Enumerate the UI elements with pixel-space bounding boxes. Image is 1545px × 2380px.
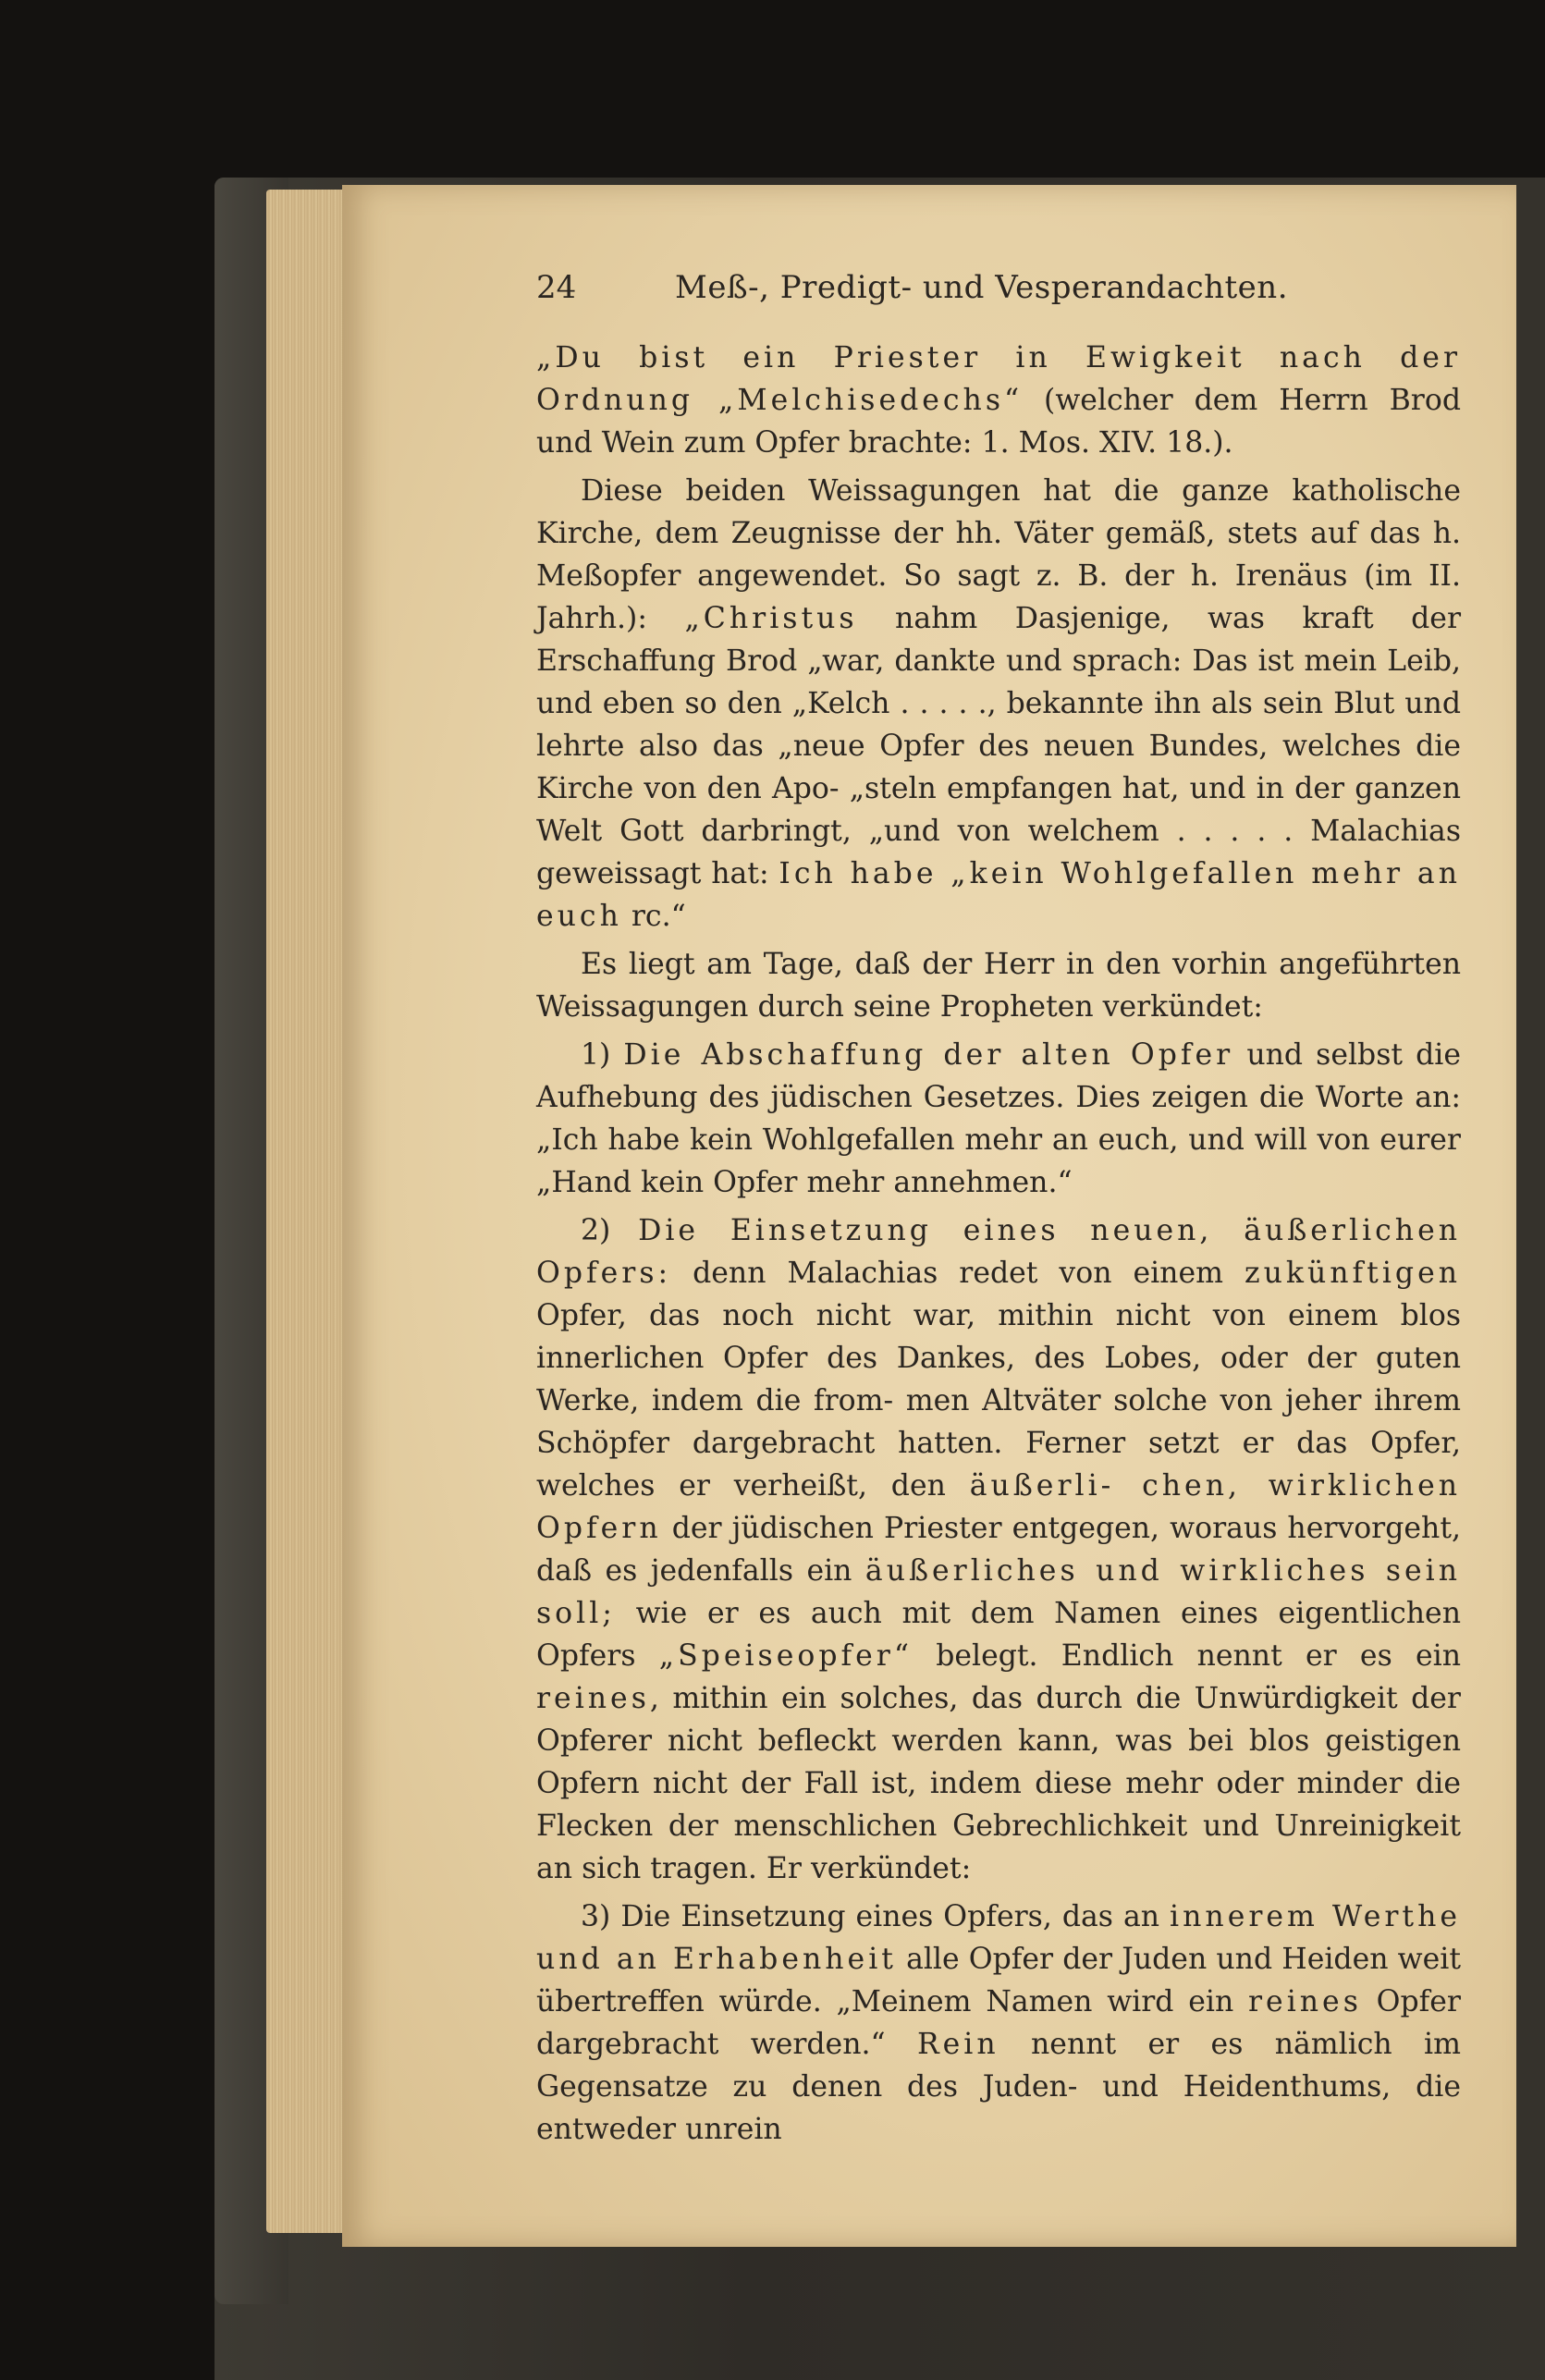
text-run: (welcher dem Herrn Brod und Wein zum Opfer brachte: 1. Mos. XIV. 18.).	[536, 384, 1461, 460]
paragraph-2	[536, 470, 1461, 938]
emphasis-spaced: „Christus	[684, 602, 858, 635]
emphasis-spaced: innerem Werthe und an Erhabenheit	[536, 1900, 1462, 1976]
emphasis-spaced: äußerli- chen, wirklichen Opfern	[536, 1469, 1461, 1545]
text-run: und selbst die Aufhebung des jüdischen Gesetzes. Dies zeigen die Worte an: „Ich habe kein Wohlgefallen mehr an euch, und will von eurer „Hand kein Opfer mehr annehmen.“	[536, 1038, 1462, 1199]
emphasis-spaced: reines	[536, 1682, 650, 1715]
emphasis-spaced: zukünftigen	[1244, 1257, 1461, 1290]
quote-spaced: „Du bist ein Priester in Ewigkeit nach der Ordnung „Melchisedechs“	[536, 341, 1461, 417]
text-run: Diese beiden Weissagungen hat die ganze katholische Kirche, dem Zeugnisse der hh. Väter gemäß, stets auf das h. Meßopfer angewendet. So sagt z. B. der h. Irenäus (im II. Jahrh.):	[536, 474, 1461, 635]
book-page	[342, 185, 1516, 2247]
text-run: Opfer dargebracht werden.“	[536, 1985, 1461, 2061]
emphasis-spaced: Die Abschaffung der alten Opfer	[623, 1038, 1234, 1072]
emphasis-spaced: „Speiseopfer“	[658, 1639, 913, 1673]
running-head: Meß-, Predigt- und Vesperandachten.	[675, 269, 1289, 306]
page-header	[536, 266, 1461, 320]
paragraph-1	[536, 337, 1461, 464]
page-number: 24	[536, 269, 577, 306]
emphasis-spaced: reines	[1248, 1985, 1362, 2018]
emphasis-spaced: Ich habe „kein Wohlgefallen mehr an euch	[536, 857, 1461, 933]
paragraph-5	[536, 1209, 1461, 1890]
text-run: denn Malachias redet von einem	[671, 1257, 1245, 1290]
list-number: 2)	[581, 1214, 639, 1247]
paragraph-3: Es liegt am Tage, daß der Herr in den vorhin angeführten Weissagungen durch seine Propheten verkündet:	[536, 948, 1461, 1024]
text-run: wie er es auch mit dem Namen eines eigentlichen Opfers	[536, 1597, 1461, 1673]
paragraph-4	[536, 1034, 1461, 1204]
text-run: alle Opfer der Juden und Heiden weit übertreffen würde. „Meinem Namen wird ein	[536, 1943, 1461, 2018]
paragraph-6	[536, 1895, 1461, 2151]
text-run: belegt. Endlich nennt er es ein	[912, 1639, 1461, 1673]
text-run: der jüdischen Priester entgegen, woraus hervorgeht, daß es jedenfalls ein	[536, 1512, 1461, 1588]
list-number: 1)	[581, 1038, 624, 1072]
page-text	[536, 266, 1461, 2156]
text-run: rc.“	[621, 900, 686, 933]
text-run: nennt er es nämlich im Gegensatze zu denen des Juden- und Heidenthums, die entweder unrein	[536, 2028, 1461, 2146]
text-run: Opfer, das noch nicht war, mithin nicht von einem blos innerlichen Opfer des Dankes, des Lobes, oder der guten Werke, indem die from- men Altväter solche von jeher ihrem Schöpfer dargebracht hatten. Ferner setzt er das Opfer, welches er verheißt, den	[536, 1299, 1461, 1503]
text-run: Die Einsetzung eines Opfers, das an	[620, 1900, 1171, 1933]
list-number: 3)	[581, 1900, 621, 1933]
emphasis-spaced: Die Einsetzung eines neuen, äußerlichen Opfers:	[536, 1214, 1462, 1290]
text-run: , mithin ein solches, das durch die Unwürdigkeit der Opferer nicht befleckt werden kann, was bei blos geistigen Opfern nicht der Fall ist, indem diese mehr oder minder die Flecken der menschlichen Gebrechlichkeit und Unreinigkeit an sich tragen. Er verkündet:	[536, 1682, 1461, 1885]
emphasis-spaced: Rein	[916, 2028, 999, 2061]
emphasis-spaced: äußerliches und wirkliches sein soll;	[536, 1554, 1461, 1630]
text-run: nahm Dasjenige, was kraft der Erschaffung Brod „war, dankte und sprach: Das ist mein Leib, und eben so den „Kelch . . . . ., bekannte ihn als sein Blut und lehrte also das „neue Opfer des neuen Bundes, welches die Kirche von den Apo- „steln empfangen hat, und in der ganzen Welt Gott darbringt, „und von welchem . . . . . Malachias geweissagt hat:	[536, 602, 1461, 890]
